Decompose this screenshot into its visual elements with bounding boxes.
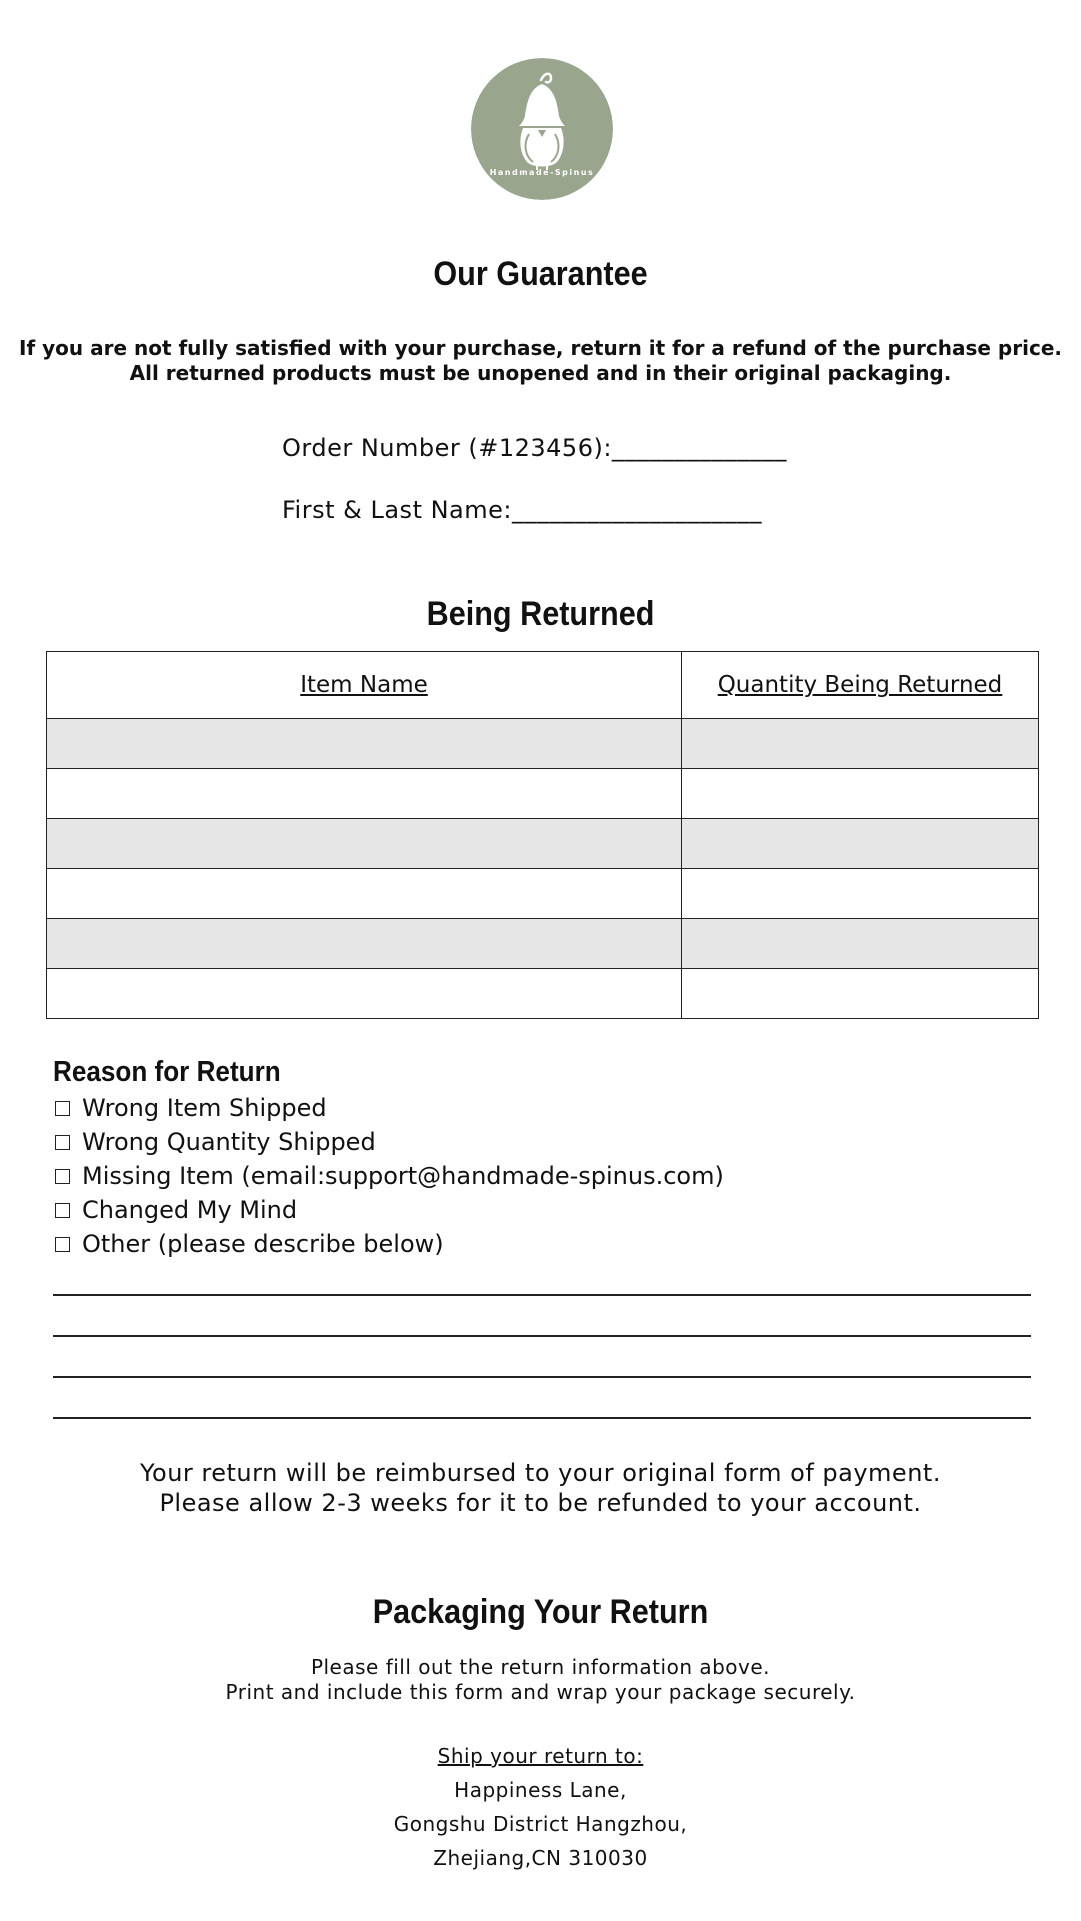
table-row (47, 869, 1039, 919)
reason-option-changed-mind[interactable] (53, 1193, 724, 1227)
address-line: Zhejiang,CN 310030 (433, 1846, 648, 1870)
description-line[interactable] (53, 1417, 1031, 1419)
table-row (47, 969, 1039, 1019)
quantity-cell[interactable] (682, 719, 1039, 769)
address-line: Happiness Lane, (454, 1778, 627, 1802)
checkbox-icon[interactable] (55, 1237, 70, 1252)
item-name-cell[interactable] (47, 769, 682, 819)
item-name-header: Item Name (47, 652, 682, 719)
item-name-cell[interactable] (47, 819, 682, 869)
return-items-table (46, 651, 1039, 1019)
bird-logo-icon (471, 58, 613, 200)
quantity-cell[interactable] (682, 819, 1039, 869)
reason-option-wrong-item[interactable] (53, 1091, 724, 1125)
reason-option-label: Missing Item (email:support@handmade-spinus.com) (82, 1162, 724, 1190)
quantity-cell[interactable] (682, 919, 1039, 969)
packaging-line1: Please fill out the return information above. (310, 1655, 771, 1679)
item-name-cell[interactable] (47, 969, 682, 1019)
reason-option-label: Changed My Mind (82, 1196, 298, 1224)
item-name-cell[interactable] (47, 719, 682, 769)
description-line[interactable] (53, 1294, 1031, 1296)
table-header-row (47, 652, 1039, 719)
logo-text: Handmade-Spinus (489, 168, 595, 177)
reason-option-other[interactable] (53, 1227, 724, 1261)
order-number-field[interactable]: Order Number (#123456):______________ (282, 434, 787, 462)
checkbox-icon[interactable] (55, 1203, 70, 1218)
packaging-line2: Print and include this form and wrap your package securely. (225, 1680, 856, 1704)
checkbox-icon[interactable] (55, 1135, 70, 1150)
ship-to-label (0, 1744, 1081, 1768)
reason-option-label: Other (please describe below) (82, 1230, 444, 1258)
table-row (47, 819, 1039, 869)
ship-to-label-text: Ship your return to: (437, 1744, 644, 1768)
address-line: Gongshu District Hangzhou, (393, 1812, 688, 1836)
item-name-cell[interactable] (47, 869, 682, 919)
table-row (47, 919, 1039, 969)
guarantee-text-line1: If you are not fully satisfied with your purchase, return it for a refund of the purchase price. (19, 336, 1062, 360)
guarantee-text-line2: All returned products must be unopened and in their original packaging. (129, 361, 952, 385)
name-field[interactable]: First & Last Name:____________________ (282, 496, 762, 524)
brand-logo (471, 58, 613, 200)
item-name-cell[interactable] (47, 919, 682, 969)
table-row (47, 769, 1039, 819)
returned-title: Being Returned (426, 595, 655, 633)
reimburse-line2: Please allow 2-3 weeks for it to be refunded to your account. (159, 1489, 922, 1517)
reason-title: Reason for Return (53, 1056, 281, 1088)
reason-options (53, 1091, 724, 1261)
checkbox-icon[interactable] (55, 1101, 70, 1116)
packaging-title: Packaging Your Return (372, 1593, 709, 1631)
reason-option-label: Wrong Item Shipped (82, 1094, 327, 1122)
checkbox-icon[interactable] (55, 1169, 70, 1184)
reason-option-label: Wrong Quantity Shipped (82, 1128, 376, 1156)
quantity-cell[interactable] (682, 769, 1039, 819)
reimburse-line1: Your return will be reimbursed to your original form of payment. (140, 1459, 941, 1487)
quantity-cell[interactable] (682, 869, 1039, 919)
quantity-cell[interactable] (682, 969, 1039, 1019)
description-line[interactable] (53, 1335, 1031, 1337)
table-row (47, 719, 1039, 769)
description-line[interactable] (53, 1376, 1031, 1378)
quantity-header: Quantity Being Returned (682, 652, 1039, 719)
reason-option-wrong-quantity[interactable] (53, 1125, 724, 1159)
guarantee-title: Our Guarantee (433, 255, 648, 293)
reason-option-missing-item[interactable] (53, 1159, 724, 1193)
